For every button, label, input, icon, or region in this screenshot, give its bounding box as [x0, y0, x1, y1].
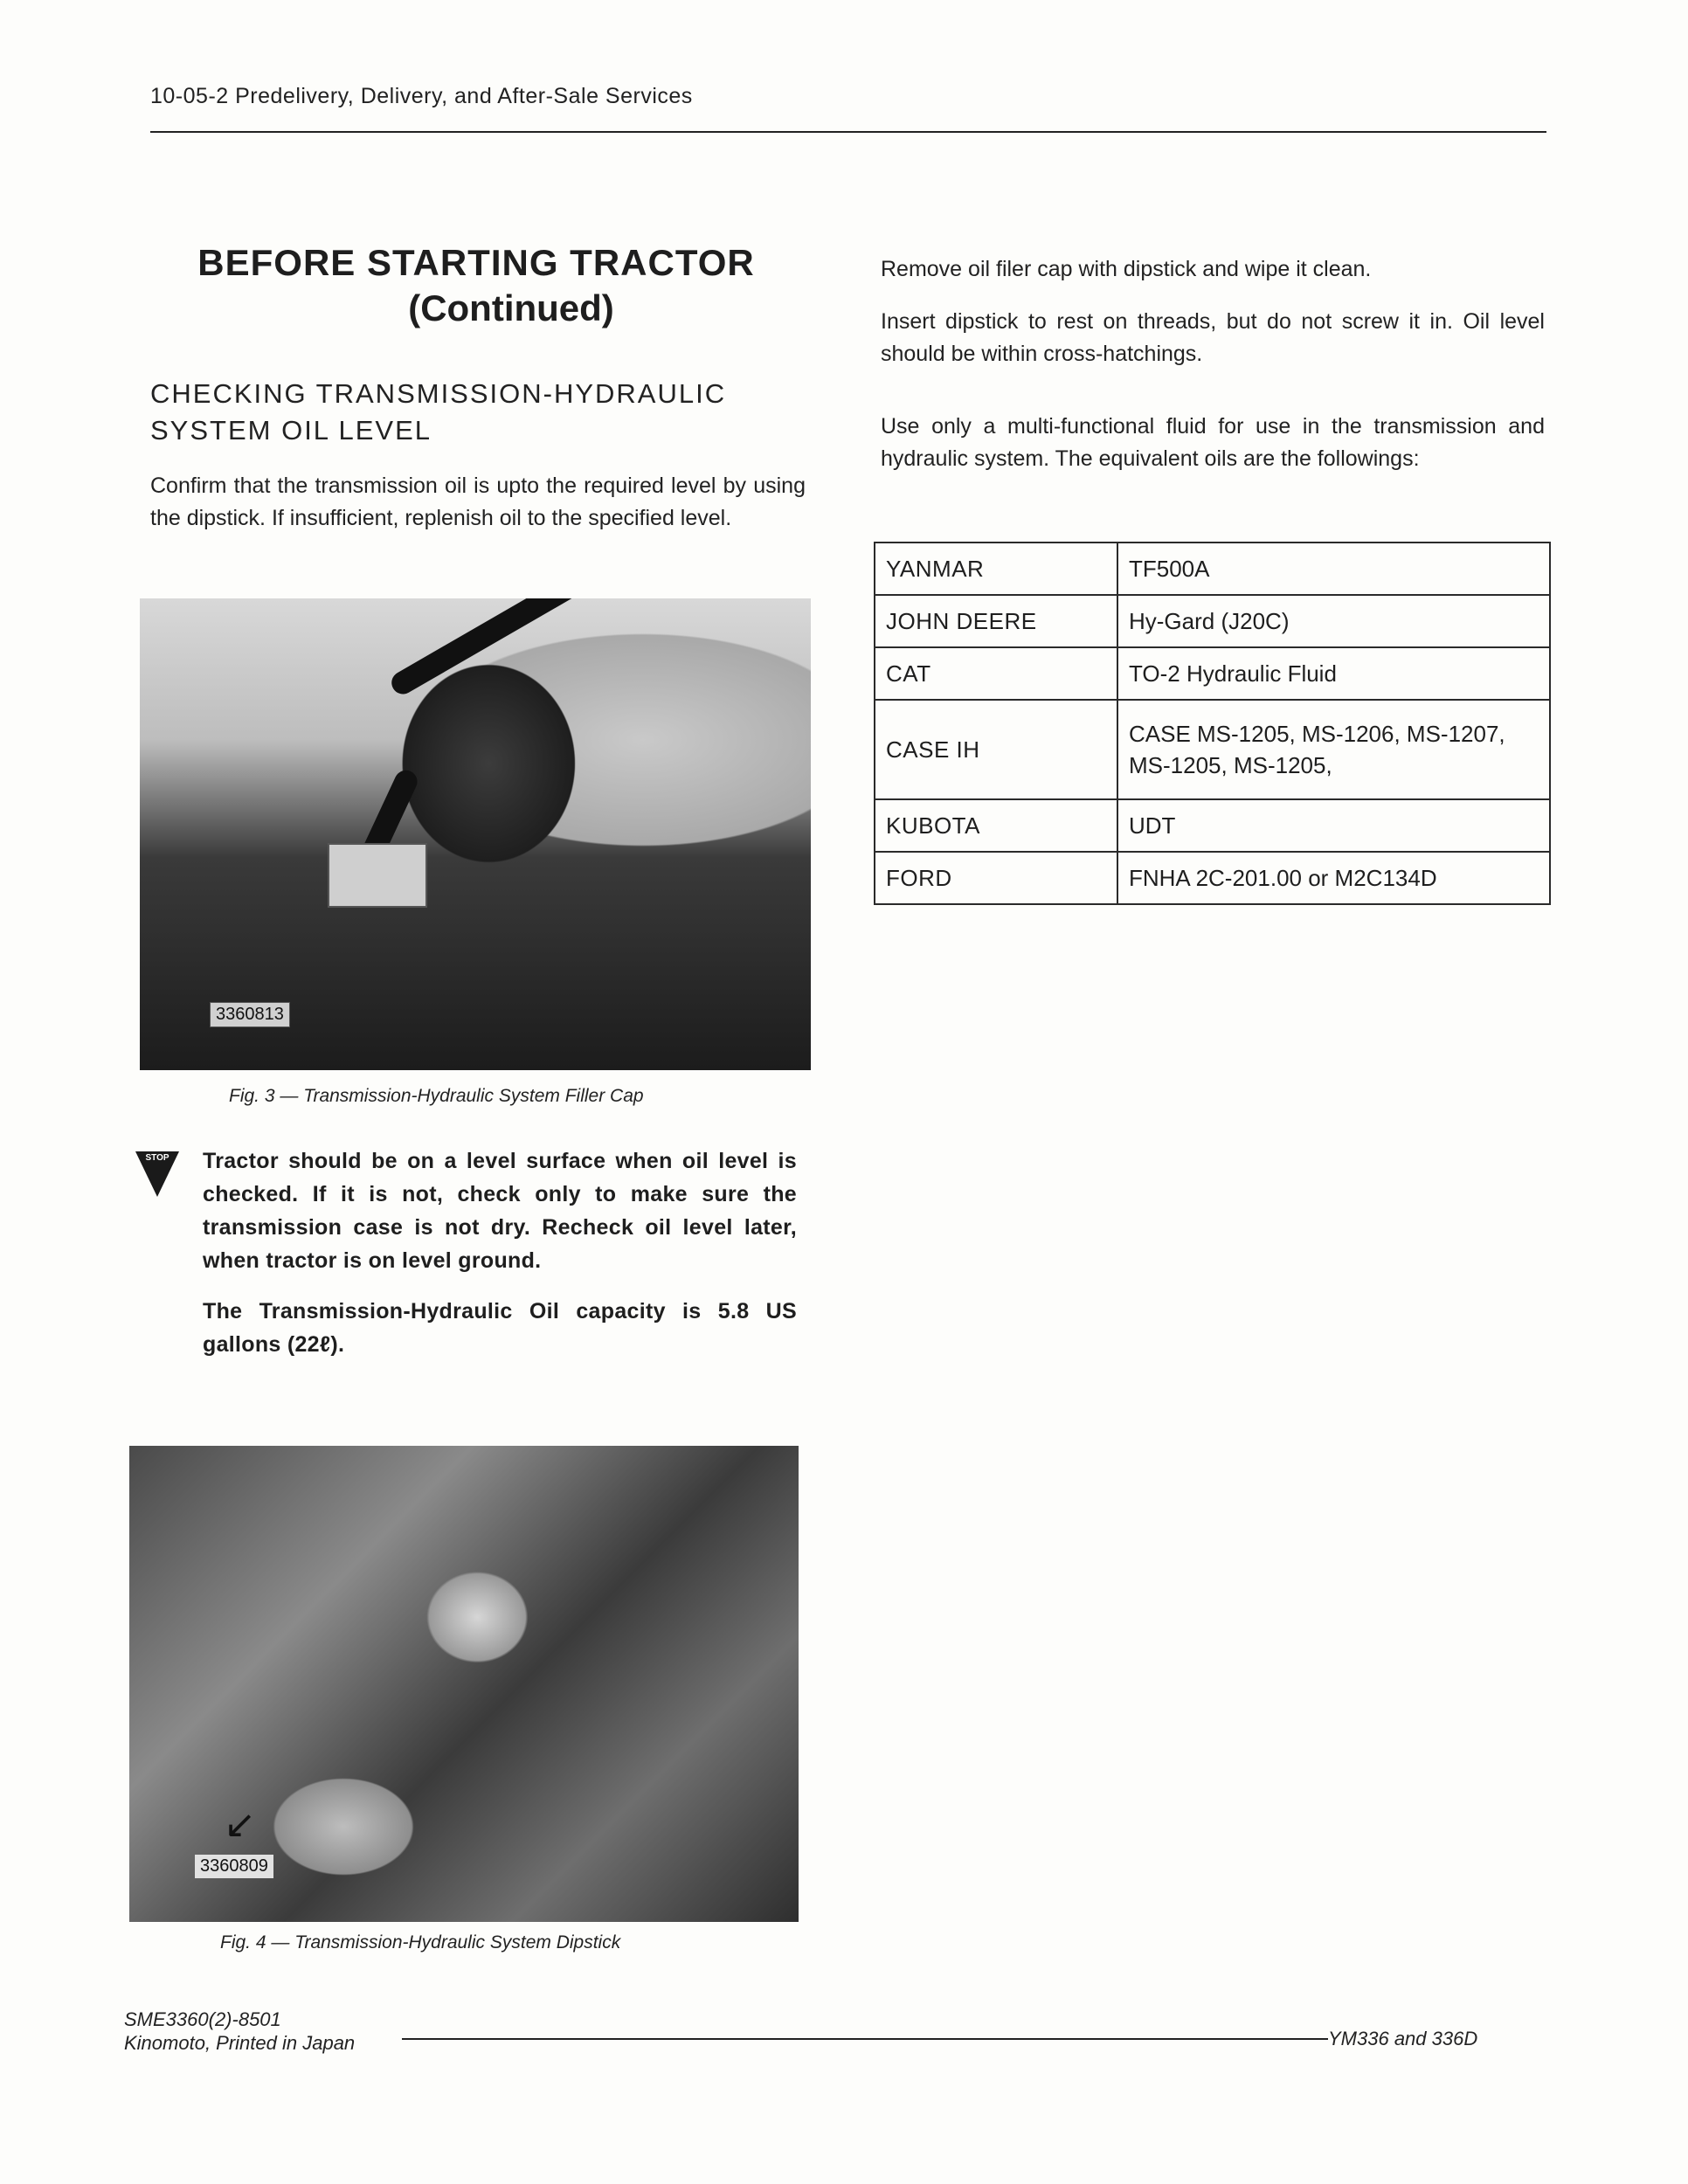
section-title: BEFORE STARTING TRACTOR: [197, 242, 755, 283]
brand-cell: JOHN DEERE: [875, 595, 1117, 647]
header-rule: [150, 131, 1546, 133]
spec-cell: FNHA 2C-201.00 or M2C134D: [1117, 852, 1550, 904]
table-row: [875, 700, 1550, 799]
dipstick-handle: [388, 598, 611, 698]
arrow-icon: ↙: [224, 1803, 256, 1846]
figure-3-id: 3360813: [210, 1002, 290, 1027]
intro-paragraph: Confirm that the transmission oil is upto the required level by using the dipstick. If insufficient, replenish oil to the specified level.: [150, 473, 806, 530]
stop-icon-label: STOP: [145, 1153, 169, 1163]
subheading: CHECKING TRANSMISSION-HYDRAULIC SYSTEM OIL LEVEL: [150, 378, 727, 446]
section-subtitle: (Continued): [408, 287, 614, 328]
page-header: 10-05-2 Predelivery, Delivery, and After-Sale Services: [150, 84, 693, 108]
figure-3-caption: Fig. 3 — Transmission-Hydraulic System Filler Cap: [229, 1086, 644, 1106]
brand-cell: YANMAR: [875, 543, 1117, 595]
stop-note: Tractor should be on a level surface when oil level is checked. If it is not, check only to make sure the transmission case is not dry. Recheck oil level later, when tractor is on level ground.: [203, 1149, 797, 1273]
spec-cell: CASE MS-1205, MS-1206, MS-1207, MS-1205, MS-1205,: [1117, 700, 1550, 799]
figure-3-photo: [140, 598, 811, 1070]
figure-4-caption: Fig. 4 — Transmission-Hydraulic System Dipstick: [220, 1932, 621, 1952]
brand-cell: CASE IH: [875, 700, 1117, 799]
brand-cell: CAT: [875, 647, 1117, 700]
capacity-note: The Transmission-Hydraulic Oil capacity is 5.8 US gallons (22ℓ).: [203, 1299, 797, 1357]
brand-cell: FORD: [875, 852, 1117, 904]
figure-4-photo: [129, 1446, 799, 1922]
table-row: [875, 647, 1550, 700]
table-row: [875, 595, 1550, 647]
table-row: [875, 799, 1550, 852]
instruction-remove-cap: Remove oil filer cap with dipstick and wipe it clean.: [881, 257, 1372, 281]
spec-cell: TO-2 Hydraulic Fluid: [1117, 647, 1550, 700]
table-row: [875, 543, 1550, 595]
spec-cell: Hy-Gard (J20C): [1117, 595, 1550, 647]
oil-equivalents-table: [874, 542, 1551, 905]
label-plate: [328, 843, 427, 908]
footer-model: YM336 and 336D: [1328, 2028, 1478, 2049]
footer-document-code: SME3360(2)-8501: [124, 2008, 281, 2030]
instruction-insert-dipstick: Insert dipstick to rest on threads, but do not screw it in. Oil level should be within cross-hatchings.: [881, 309, 1545, 366]
figure-4-id: 3360809: [195, 1855, 273, 1878]
brand-cell: KUBOTA: [875, 799, 1117, 852]
table-row: [875, 852, 1550, 904]
footer-printer: Kinomoto, Printed in Japan: [124, 2032, 356, 2054]
footer-rule: [402, 2038, 1328, 2040]
spec-cell: TF500A: [1117, 543, 1550, 595]
stop-icon: [135, 1151, 179, 1197]
spec-cell: UDT: [1117, 799, 1550, 852]
instruction-fluid-type: Use only a multi-functional fluid for use in the transmission and hydraulic system. The equivalent oils are the followings:: [881, 414, 1545, 471]
